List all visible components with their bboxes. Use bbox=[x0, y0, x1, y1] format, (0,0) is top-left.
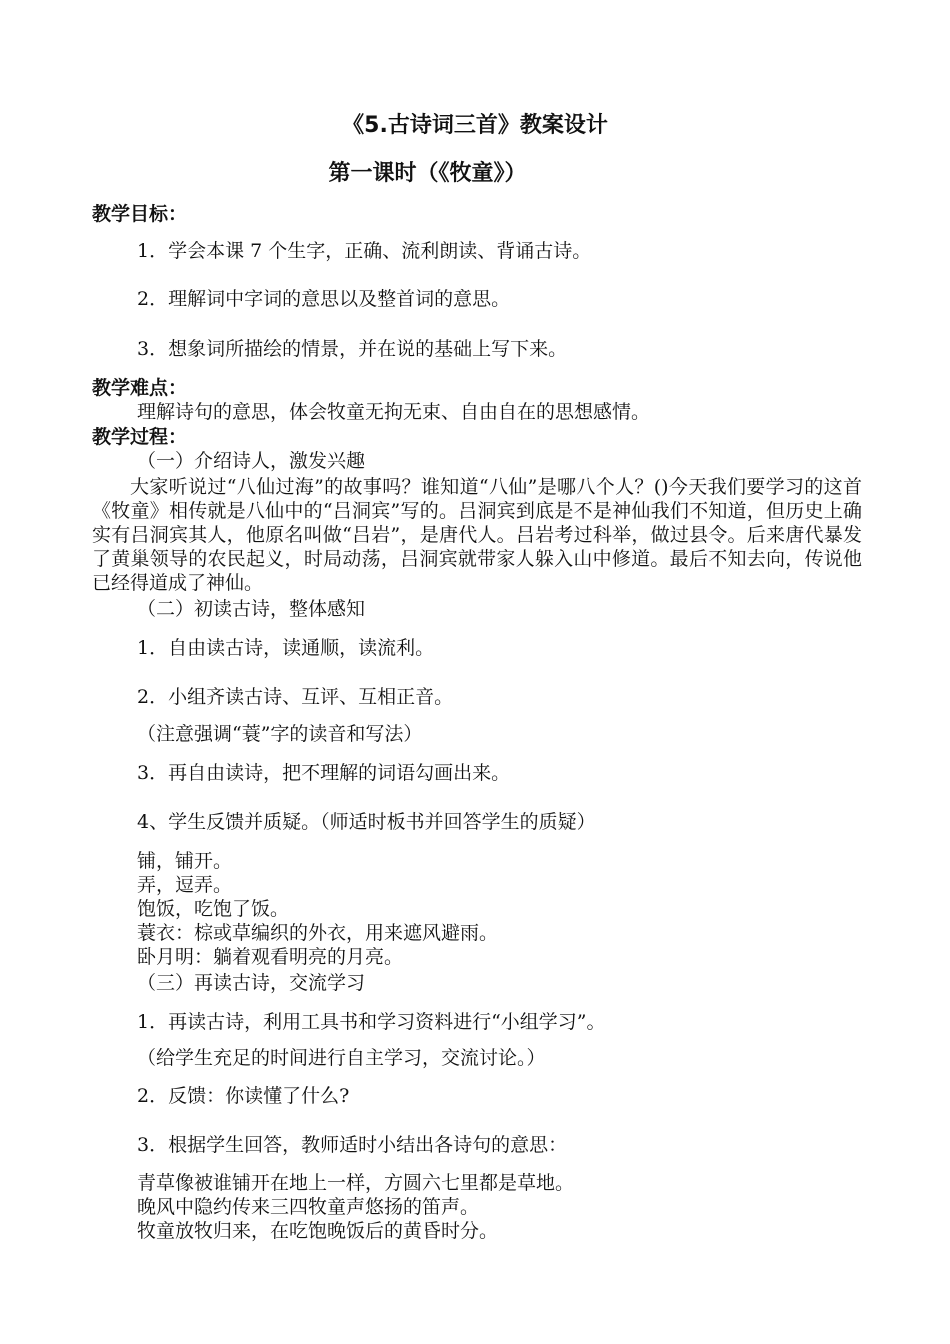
list-item: 3．根据学生回答，教师适时小结出各诗句的意思： bbox=[137, 1134, 568, 1156]
glossary-item: 弄，逗弄。 bbox=[137, 874, 233, 896]
list-item: 4、学生反馈并质疑。（师适时板书并回答学生的质疑） bbox=[137, 811, 596, 833]
lesson-subtitle: 第一课时（《牧童》） bbox=[328, 161, 527, 186]
list-item: 1．自由读古诗，读通顺，读流利。 bbox=[137, 637, 435, 659]
meaning-line: 牧童放牧归来，在吃饱晚饭后的黄昏时分。 bbox=[137, 1220, 499, 1242]
list-item: 2．小组齐读古诗、互评、互相正音。 bbox=[137, 686, 454, 708]
list-item: 1．再读古诗，利用工具书和学习资料进行“小组学习”。 bbox=[137, 1011, 606, 1033]
glossary-item: 铺，铺开。 bbox=[137, 850, 233, 872]
document-title: 《5.古诗词三首》教案设计 bbox=[342, 113, 608, 138]
glossary-item: 蓑衣：棕或草编织的外衣，用来遮风避雨。 bbox=[137, 922, 499, 944]
section-heading: （三）再读古诗，交流学习 bbox=[137, 972, 366, 994]
difficulty-text: 理解诗句的意思，体会牧童无拘无束、自由自在的思想感情。 bbox=[137, 401, 651, 423]
glossary-item: 卧月明：躺着观看明亮的月亮。 bbox=[137, 946, 404, 968]
process-heading: 教学过程： bbox=[92, 426, 188, 448]
meaning-line: 晚风中隐约传来三四牧童声悠扬的笛声。 bbox=[137, 1196, 480, 1218]
goal-item: 2．理解词中字词的意思以及整首词的意思。 bbox=[137, 288, 511, 310]
section-heading: （二）初读古诗，整体感知 bbox=[137, 598, 366, 620]
difficulty-heading: 教学难点： bbox=[92, 377, 188, 399]
glossary-item: 饱饭，吃饱了饭。 bbox=[137, 898, 290, 920]
list-item: 2．反馈：你读懂了什么? bbox=[137, 1085, 350, 1107]
section-heading: （一）介绍诗人，激发兴趣 bbox=[137, 450, 366, 472]
goals-heading: 教学目标： bbox=[92, 203, 188, 225]
meaning-line: 青草像被谁铺开在地上一样，方圆六七里都是草地。 bbox=[137, 1172, 575, 1194]
note-text: （给学生充足的时间进行自主学习，交流讨论。） bbox=[137, 1047, 546, 1069]
list-item: 3．再自由读诗，把不理解的词语勾画出来。 bbox=[137, 762, 511, 784]
note-text: （注意强调“蓑”字的读音和写法） bbox=[137, 723, 423, 745]
goal-item: 3．想象词所描绘的情景，并在说的基础上写下来。 bbox=[137, 338, 568, 360]
goal-item: 1．学会本课 7 个生字，正确、流利朗读、背诵古诗。 bbox=[137, 240, 592, 262]
poet-intro-paragraph: 大家听说过“八仙过海”的故事吗？谁知道“八仙”是哪八个人？()今天我们要学习的这首《牧童》相传就是八仙中的“吕洞宾”写的。吕洞宾到底是不是神仙我们不知道，但历史上确实有吕洞宾其人，他原名叫做“吕岩”，是唐代人。吕岩考过科举，做过县令。后来唐代暴发了黄巢领导的农民起义，时局动荡，吕洞宾就带家人躲入山中修道。最后不知去向，传说他已经得道成了神仙。 bbox=[92, 476, 862, 594]
